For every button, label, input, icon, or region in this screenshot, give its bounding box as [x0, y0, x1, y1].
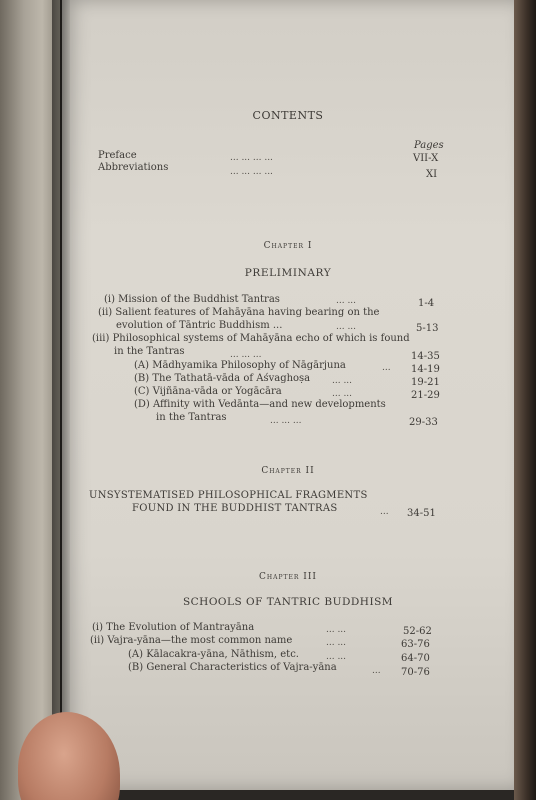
toc-page-3-i: 52-62: [403, 626, 432, 637]
toc-subentry-3-b: (B) General Characteristics of Vajra-yāna: [128, 662, 337, 673]
toc-subentry-1-c: (C) Vijñāna-vāda or Yogācāra: [134, 386, 282, 397]
toc-page-preface: VII-X: [413, 153, 439, 164]
toc-page-1-c: 21-29: [411, 390, 440, 401]
toc-page-1-a: 14-19: [411, 364, 440, 375]
toc-leader-dots: ... ... ...: [230, 350, 262, 360]
toc-leader-dots: ... ...: [332, 376, 353, 386]
toc-subentry-1-a: (A) Mādhyamika Philosophy of Nāgārjuna: [134, 360, 346, 371]
toc-entry-preface: Preface: [98, 150, 137, 161]
toc-entry-1-ii: (ii) Salient features of Mahāyāna having bearing on the: [98, 307, 380, 318]
toc-leader-dots: ... ...: [326, 652, 347, 662]
toc-subentry-1-b: (B) The Tathatā-vāda of Aśvaghoṣa: [134, 373, 311, 384]
toc-subentry-1-d-cont: in the Tantras: [156, 412, 227, 423]
toc-page-3-a: 64-70: [401, 653, 430, 664]
toc-page-1-ii: 5-13: [416, 323, 439, 334]
toc-leader-dots: ... ... ... ...: [230, 153, 273, 163]
toc-leader-dots: ... ...: [336, 296, 357, 306]
toc-page-3-ii: 63-76: [401, 639, 430, 650]
toc-page-1-iii: 14-35: [411, 351, 440, 362]
toc-subentry-1-d: (D) Affinity with Vedānta—and new developments: [134, 399, 386, 410]
toc-leader-dots: ... ...: [336, 322, 357, 332]
chapter-1-label: Chapter I: [263, 241, 313, 251]
toc-entry-3-ii: (ii) Vajra-yāna—the most common name: [90, 635, 293, 646]
toc-page-chapter-2: 34-51: [407, 508, 436, 519]
facing-page-edge: [0, 0, 60, 800]
chapter-2-label: Chapter II: [261, 466, 315, 476]
toc-page-1-i: 1-4: [418, 298, 435, 309]
toc-page-1-d: 29-33: [409, 417, 438, 428]
toc-leader-dots: ... ...: [326, 625, 347, 635]
toc-leader-dots: ... ...: [326, 638, 347, 648]
toc-leader-dots: ... ...: [332, 389, 353, 399]
toc-leader-dots: ...: [382, 363, 391, 373]
toc-entry-abbreviations: Abbreviations: [98, 162, 169, 173]
toc-entry-1-iii-cont: in the Tantras: [114, 346, 185, 357]
toc-leader-dots: ... ... ...: [270, 416, 302, 426]
chapter-2-heading-line1: UNSYSTEMATISED PHILOSOPHICAL FRAGMENTS: [89, 490, 368, 501]
chapter-3-heading: SCHOOLS OF TANTRIC BUDDHISM: [182, 596, 394, 608]
toc-leader-dots: ...: [380, 507, 389, 517]
toc-page-1-b: 19-21: [411, 377, 440, 388]
toc-entry-1-ii-cont: evolution of Tāntric Buddhism ...: [116, 320, 283, 331]
contents-title: CONTENTS: [252, 109, 324, 122]
chapter-3-label: Chapter III: [259, 572, 317, 582]
chapter-1-heading: PRELIMINARY: [244, 267, 332, 279]
toc-leader-dots: ...: [372, 666, 381, 676]
toc-entry-3-i: (i) The Evolution of Mantrayāna: [92, 622, 255, 633]
toc-page-3-b: 70-76: [401, 667, 430, 678]
book-cover-edge: [514, 0, 536, 800]
toc-leader-dots: ... ... ... ...: [230, 167, 273, 177]
chapter-2-heading-line2: FOUND IN THE BUDDHIST TANTRAS: [132, 503, 338, 514]
toc-entry-1-iii: (iii) Philosophical systems of Mahāyāna echo of which is found: [92, 333, 410, 344]
toc-page-abbreviations: XI: [426, 169, 438, 180]
toc-subentry-3-a: (A) Kālacakra-yāna, Nāthism, etc.: [128, 649, 299, 660]
pages-column-header: Pages: [414, 140, 444, 151]
toc-entry-1-i: (i) Mission of the Buddhist Tantras: [104, 294, 280, 305]
